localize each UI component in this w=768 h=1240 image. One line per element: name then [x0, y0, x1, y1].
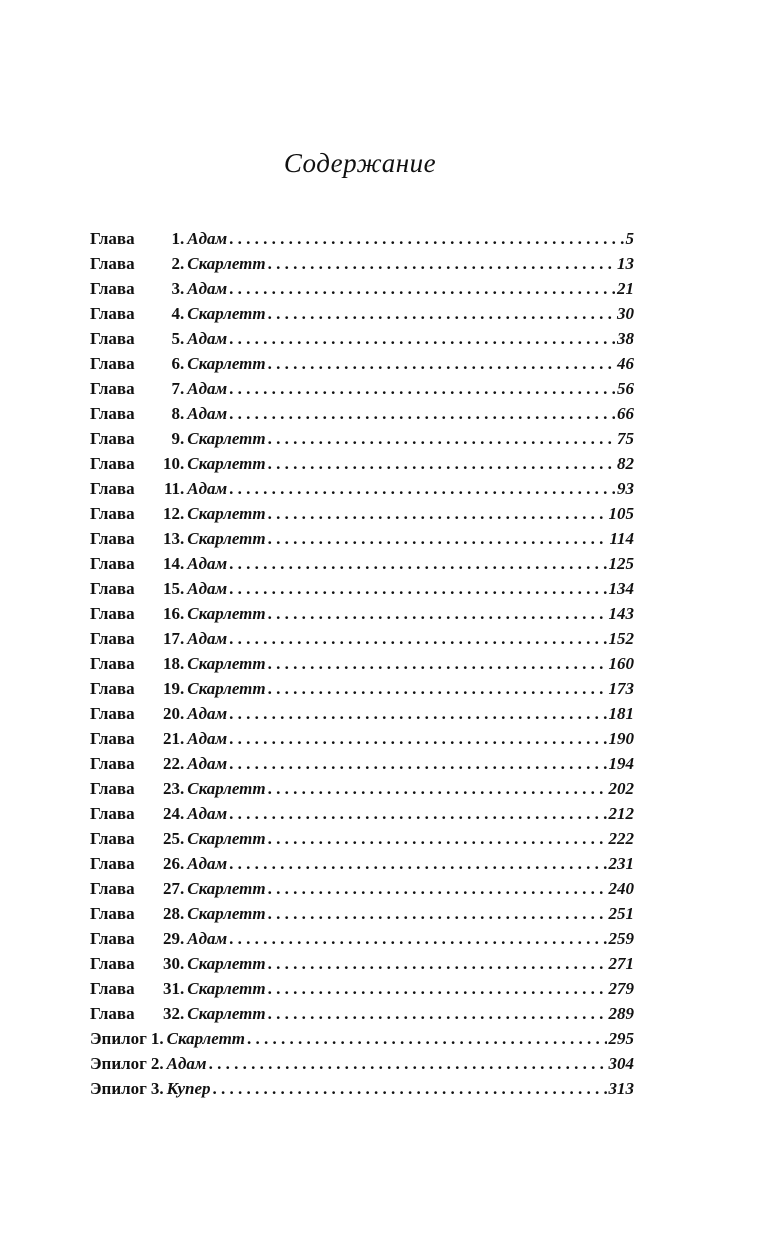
entry-name: Скарлетт	[187, 904, 266, 923]
toc-entry[interactable]	[90, 426, 634, 451]
entry-number-dot: .	[159, 1079, 164, 1098]
entry-name: Скарлетт	[187, 1004, 266, 1023]
entry-number-dot: .	[180, 879, 185, 898]
entry-name: Адам	[187, 754, 228, 773]
entry-label: Глава	[90, 279, 135, 298]
entry-page-number: 194	[608, 754, 634, 773]
entry-label: Глава	[90, 979, 135, 998]
entry-number: 4	[171, 304, 180, 323]
entry-label: Глава	[90, 829, 135, 848]
dot-leader	[268, 301, 615, 326]
entry-label: Эпилог	[90, 1029, 147, 1048]
entry-number: 14	[163, 554, 180, 573]
entry-number-dot: .	[180, 854, 185, 873]
entry-number: 13	[163, 529, 180, 548]
entry-name: Скарлетт	[187, 529, 266, 548]
entry-name: Скарлетт	[187, 429, 266, 448]
entry-page-number: 21	[617, 279, 634, 298]
table-of-contents	[90, 226, 634, 1101]
dot-leader	[268, 1001, 607, 1026]
entry-number-dot: .	[180, 704, 185, 723]
dot-leader	[229, 701, 606, 726]
entry-page-number: 13	[617, 254, 634, 273]
entry-number: 8	[171, 404, 180, 423]
toc-entry[interactable]	[90, 626, 634, 651]
entry-number: 16	[163, 604, 180, 623]
entry-number-dot: .	[180, 804, 185, 823]
entry-number-dot: .	[180, 254, 185, 273]
entry-label: Глава	[90, 629, 135, 648]
toc-entry[interactable]	[90, 876, 634, 901]
dot-leader	[268, 451, 615, 476]
entry-name: Скарлетт	[187, 254, 266, 273]
entry-name: Адам	[187, 404, 228, 423]
dot-leader	[229, 926, 606, 951]
entry-label: Глава	[90, 604, 135, 623]
dot-leader	[268, 876, 607, 901]
entry-number-dot: .	[180, 929, 185, 948]
entry-name: Скарлетт	[166, 1029, 246, 1048]
entry-name: Адам	[187, 479, 228, 498]
entry-label: Глава	[90, 804, 135, 823]
entry-page-number: 134	[608, 579, 634, 598]
entry-name: Скарлетт	[187, 879, 266, 898]
entry-name: Адам	[187, 629, 228, 648]
entry-number: 5	[171, 329, 180, 348]
toc-entry[interactable]	[90, 401, 634, 426]
entry-number-dot: .	[159, 1029, 164, 1048]
page-title: Содержание	[283, 148, 437, 178]
entry-number: 27	[163, 879, 180, 898]
entry-name: Адам	[166, 1054, 207, 1073]
entry-label: Глава	[90, 304, 135, 323]
entry-page-number: 289	[608, 1004, 634, 1023]
entry-number-dot: .	[180, 429, 185, 448]
entry-number-dot: .	[159, 1054, 164, 1073]
entry-number-dot: .	[180, 554, 185, 573]
entry-number-dot: .	[180, 679, 185, 698]
toc-entry[interactable]	[90, 251, 634, 276]
entry-number: 18	[163, 654, 180, 673]
entry-name: Адам	[187, 804, 228, 823]
entry-number-dot: .	[180, 304, 185, 323]
entry-label: Глава	[90, 454, 135, 473]
entry-page-number: 125	[608, 554, 634, 573]
toc-entry[interactable]	[90, 701, 634, 726]
entry-number: 9	[171, 429, 180, 448]
entry-label: Глава	[90, 1004, 135, 1023]
dot-leader	[268, 351, 615, 376]
toc-entry[interactable]	[90, 376, 634, 401]
entry-label: Эпилог	[90, 1054, 147, 1073]
toc-entry[interactable]	[90, 526, 634, 551]
entry-page-number: 190	[608, 729, 634, 748]
entry-number: 6	[171, 354, 180, 373]
entry-label: Глава	[90, 679, 135, 698]
dot-leader	[229, 851, 606, 876]
entry-number-dot: .	[180, 629, 185, 648]
entry-number-dot: .	[180, 279, 185, 298]
entry-number-dot: .	[180, 779, 185, 798]
entry-name: Скарлетт	[187, 829, 266, 848]
entry-number-dot: .	[180, 479, 185, 498]
entry-label: Глава	[90, 554, 135, 573]
entry-number: 10	[163, 454, 180, 473]
entry-number: 15	[163, 579, 180, 598]
entry-name: Скарлетт	[187, 504, 266, 523]
dot-leader	[229, 726, 606, 751]
dot-leader	[268, 676, 607, 701]
entry-page-number: 295	[608, 1029, 634, 1048]
toc-entry[interactable]	[90, 751, 634, 776]
toc-entry[interactable]	[90, 276, 634, 301]
entry-page-number: 212	[608, 804, 634, 823]
entry-number: 28	[163, 904, 180, 923]
entry-label: Глава	[90, 529, 135, 548]
entry-name: Адам	[187, 579, 228, 598]
toc-entry[interactable]	[90, 1076, 634, 1101]
entry-number: 31	[163, 979, 180, 998]
toc-entry[interactable]	[90, 476, 634, 501]
entry-name: Скарлетт	[187, 979, 266, 998]
entry-label: Глава	[90, 504, 135, 523]
entry-name: Адам	[187, 329, 228, 348]
entry-name: Скарлетт	[187, 679, 266, 698]
entry-number: 23	[163, 779, 180, 798]
entry-label: Глава	[90, 779, 135, 798]
toc-entry[interactable]	[90, 901, 634, 926]
entry-number: 3	[171, 279, 180, 298]
entry-page-number: 114	[609, 529, 634, 548]
toc-entry[interactable]	[90, 801, 634, 826]
entry-number: 32	[163, 1004, 180, 1023]
entry-page-number: 152	[608, 629, 634, 648]
entry-number-dot: .	[180, 529, 185, 548]
dot-leader	[268, 951, 607, 976]
entry-label: Глава	[90, 229, 135, 248]
entry-number-dot: .	[180, 404, 185, 423]
entry-label: Глава	[90, 954, 135, 973]
entry-name: Адам	[187, 379, 228, 398]
entry-label: Глава	[90, 479, 135, 498]
entry-label: Глава	[90, 379, 135, 398]
entry-number-dot: .	[180, 379, 185, 398]
entry-page-number: 231	[608, 854, 634, 873]
entry-number: 24	[163, 804, 180, 823]
entry-name: Скарлетт	[187, 654, 266, 673]
toc-entry[interactable]	[90, 1051, 634, 1076]
entry-label: Глава	[90, 929, 135, 948]
entry-name: Скарлетт	[187, 604, 266, 623]
entry-page-number: 93	[617, 479, 634, 498]
entry-number-dot: .	[180, 979, 185, 998]
entry-page-number: 105	[608, 504, 634, 523]
entry-page-number: 304	[608, 1054, 634, 1073]
entry-number: 22	[163, 754, 180, 773]
dot-leader	[229, 401, 615, 426]
entry-page-number: 259	[608, 929, 634, 948]
entry-label: Глава	[90, 654, 135, 673]
entry-number-dot: .	[180, 1004, 185, 1023]
toc-entry[interactable]	[90, 1001, 634, 1026]
entry-number-dot: .	[180, 604, 185, 623]
entry-page-number: 38	[617, 329, 634, 348]
entry-number-dot: .	[180, 954, 185, 973]
entry-name: Скарлетт	[187, 954, 266, 973]
entry-page-number: 56	[617, 379, 634, 398]
entry-number-dot: .	[180, 754, 185, 773]
entry-number-dot: .	[180, 454, 185, 473]
dot-leader	[247, 1026, 606, 1051]
entry-label: Глава	[90, 329, 135, 348]
entry-name: Скарлетт	[187, 779, 266, 798]
entry-number: 1	[150, 1029, 160, 1048]
toc-entry[interactable]	[90, 651, 634, 676]
entry-number-dot: .	[180, 354, 185, 373]
entry-label: Глава	[90, 904, 135, 923]
toc-entry[interactable]	[90, 351, 634, 376]
entry-page-number: 279	[608, 979, 634, 998]
entry-page-number: 240	[608, 879, 634, 898]
dot-leader	[229, 626, 606, 651]
entry-label: Глава	[90, 354, 135, 373]
entry-number-dot: .	[180, 504, 185, 523]
entry-number: 1	[171, 229, 180, 248]
entry-number: 3	[150, 1079, 160, 1098]
entry-number: 29	[163, 929, 180, 948]
toc-entry[interactable]	[90, 326, 634, 351]
toc-entry[interactable]	[90, 551, 634, 576]
toc-entry[interactable]	[90, 301, 634, 326]
dot-leader	[229, 226, 623, 251]
entry-label: Глава	[90, 254, 135, 273]
entry-page-number: 160	[608, 654, 634, 673]
entry-page-number: 251	[608, 904, 634, 923]
entry-page-number: 143	[608, 604, 634, 623]
entry-page-number: 313	[608, 1079, 634, 1098]
entry-label: Глава	[90, 579, 135, 598]
dot-leader	[229, 476, 615, 501]
entry-name: Адам	[187, 854, 228, 873]
entry-number-dot: .	[180, 829, 185, 848]
entry-page-number: 181	[608, 704, 634, 723]
entry-number: 7	[171, 379, 180, 398]
entry-number-dot: .	[180, 579, 185, 598]
entry-name: Адам	[187, 729, 228, 748]
entry-page-number: 271	[608, 954, 634, 973]
toc-entry[interactable]	[90, 1026, 634, 1051]
entry-label: Глава	[90, 854, 135, 873]
entry-number-dot: .	[180, 654, 185, 673]
toc-entry[interactable]	[90, 926, 634, 951]
toc-entry[interactable]	[90, 676, 634, 701]
entry-name: Адам	[187, 279, 228, 298]
entry-number: 2	[150, 1054, 160, 1073]
dot-leader	[268, 826, 607, 851]
entry-page-number: 46	[617, 354, 634, 373]
entry-number: 11	[163, 479, 180, 498]
dot-leader	[268, 651, 607, 676]
entry-number-dot: .	[180, 329, 185, 348]
entry-label: Глава	[90, 404, 135, 423]
entry-name: Скарлетт	[187, 304, 266, 323]
entry-number: 19	[163, 679, 180, 698]
entry-name: Адам	[187, 704, 228, 723]
entry-name: Скарлетт	[187, 354, 266, 373]
entry-label: Эпилог	[90, 1079, 147, 1098]
entry-page-number: 75	[617, 429, 634, 448]
entry-page-number: 5	[625, 229, 634, 248]
dot-leader	[229, 576, 606, 601]
dot-leader	[268, 501, 607, 526]
entry-number-dot: .	[180, 729, 185, 748]
entry-number-dot: .	[180, 229, 185, 248]
entry-page-number: 82	[617, 454, 634, 473]
dot-leader	[229, 326, 615, 351]
dot-leader	[213, 1076, 607, 1101]
entry-number: 30	[163, 954, 180, 973]
entry-label: Глава	[90, 729, 135, 748]
entry-name: Адам	[187, 229, 228, 248]
toc-entry[interactable]	[90, 951, 634, 976]
dot-leader	[268, 251, 615, 276]
entry-name: Адам	[187, 929, 228, 948]
dot-leader	[268, 601, 607, 626]
dot-leader	[268, 976, 607, 1001]
entry-name: Скарлетт	[187, 454, 266, 473]
entry-number-dot: .	[180, 904, 185, 923]
toc-entry[interactable]	[90, 576, 634, 601]
entry-number: 25	[163, 829, 180, 848]
entry-page-number: 30	[617, 304, 634, 323]
toc-entry[interactable]	[90, 226, 634, 251]
entry-label: Глава	[90, 754, 135, 773]
entry-number: 20	[163, 704, 180, 723]
entry-name: Адам	[187, 554, 228, 573]
toc-entry[interactable]	[90, 826, 634, 851]
dot-leader	[229, 376, 615, 401]
entry-number: 21	[163, 729, 180, 748]
dot-leader	[229, 801, 606, 826]
toc-entry[interactable]	[90, 451, 634, 476]
toc-entry[interactable]	[90, 601, 634, 626]
toc-entry[interactable]	[90, 776, 634, 801]
dot-leader	[268, 901, 607, 926]
entry-label: Глава	[90, 704, 135, 723]
dot-leader	[268, 776, 607, 801]
entry-number: 2	[171, 254, 180, 273]
toc-entry[interactable]	[90, 851, 634, 876]
toc-entry[interactable]	[90, 726, 634, 751]
dot-leader	[229, 551, 606, 576]
entry-label: Глава	[90, 879, 135, 898]
dot-leader	[229, 751, 606, 776]
dot-leader	[229, 276, 615, 301]
entry-number: 17	[163, 629, 180, 648]
entry-page-number: 202	[608, 779, 634, 798]
toc-entry[interactable]	[90, 976, 634, 1001]
toc-entry[interactable]	[90, 501, 634, 526]
entry-page-number: 222	[608, 829, 634, 848]
dot-leader	[209, 1051, 607, 1076]
dot-leader	[268, 526, 608, 551]
entry-label: Глава	[90, 429, 135, 448]
entry-name: Купер	[166, 1079, 211, 1098]
entry-page-number: 66	[617, 404, 634, 423]
entry-number: 26	[163, 854, 180, 873]
dot-leader	[268, 426, 615, 451]
entry-number: 12	[163, 504, 180, 523]
entry-page-number: 173	[608, 679, 634, 698]
